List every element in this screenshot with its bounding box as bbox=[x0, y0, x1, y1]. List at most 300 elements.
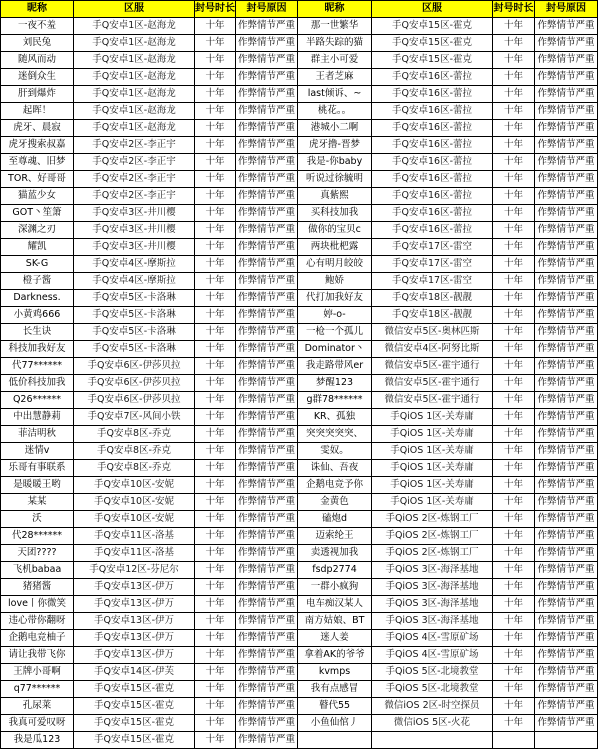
server-cell: 手Q安卓10区-安妮 bbox=[74, 494, 195, 511]
nickname-cell: 两块枇杷露 bbox=[298, 239, 372, 256]
server-cell: 手Q安卓6区-伊莎贝拉 bbox=[74, 392, 195, 409]
server-cell: 微信安卓5区-霍宇通行 bbox=[372, 375, 493, 392]
ban-duration-cell: 十年 bbox=[493, 222, 535, 239]
nickname-cell: 听说过徐毓明 bbox=[298, 171, 372, 188]
ban-reason-cell: 作弊情节严重 bbox=[535, 613, 598, 630]
ban-duration-cell: 十年 bbox=[195, 426, 236, 443]
ban-reason-cell: 作弊情节严重 bbox=[236, 205, 298, 222]
ban-reason-cell: 作弊情节严重 bbox=[236, 375, 298, 392]
ban-reason-cell: 作弊情节严重 bbox=[236, 358, 298, 375]
nickname-cell: 中出慧静莉 bbox=[1, 409, 74, 426]
ban-duration-cell: 十年 bbox=[195, 273, 236, 290]
server-cell: 手Q安卓13区-伊万 bbox=[74, 613, 195, 630]
ban-duration-cell: 十年 bbox=[493, 290, 535, 307]
nickname-cell: 刘民兔 bbox=[1, 35, 74, 52]
nickname-cell: 代77****** bbox=[1, 358, 74, 375]
table-row bbox=[1, 511, 598, 528]
table-row bbox=[1, 69, 598, 86]
server-cell: 手Q安卓16区-蕾拉 bbox=[372, 154, 493, 171]
ban-duration-cell: 十年 bbox=[195, 562, 236, 579]
nickname-cell: 瞽代55 bbox=[298, 698, 372, 715]
server-cell: 手QiOS 1区-关寿庸 bbox=[372, 443, 493, 460]
ban-duration-cell: 十年 bbox=[195, 630, 236, 647]
nickname-cell: 随风而动 bbox=[1, 52, 74, 69]
ban-duration-cell: 十年 bbox=[493, 171, 535, 188]
ban-reason-cell: 作弊情节严重 bbox=[535, 579, 598, 596]
nickname-cell: 梦醒123 bbox=[298, 375, 372, 392]
ban-duration-cell: 十年 bbox=[195, 460, 236, 477]
ban-reason-cell: 作弊情节严重 bbox=[535, 188, 598, 205]
table-row bbox=[1, 681, 598, 698]
server-cell: 手Q安卓15区-霍克 bbox=[74, 698, 195, 715]
ban-reason-cell: 作弊情节严重 bbox=[535, 273, 598, 290]
ban-reason-cell: 作弊情节严重 bbox=[236, 103, 298, 120]
nickname-cell: 王牌小哥啊 bbox=[1, 664, 74, 681]
server-cell: 手Q安卓5区-卡洛琳 bbox=[74, 290, 195, 307]
ban-reason-cell: 作弊情节严重 bbox=[535, 375, 598, 392]
ban-reason-cell: 作弊情节严重 bbox=[236, 494, 298, 511]
ban-duration-cell: 十年 bbox=[493, 443, 535, 460]
server-cell: 手Q安卓1区-赵海龙 bbox=[74, 18, 195, 35]
ban-duration-cell: 十年 bbox=[195, 443, 236, 460]
table-row bbox=[1, 732, 598, 749]
ban-reason-cell: 作弊情节严重 bbox=[535, 664, 598, 681]
nickname-cell: 深渊之刃 bbox=[1, 222, 74, 239]
table-row bbox=[1, 443, 598, 460]
ban-reason-cell: 作弊情节严重 bbox=[535, 426, 598, 443]
ban-reason-cell: 作弊情节严重 bbox=[236, 732, 298, 749]
table-row bbox=[1, 715, 598, 732]
nickname-cell: 一群小疯狗 bbox=[298, 579, 372, 596]
ban-reason-cell: 作弊情节严重 bbox=[535, 120, 598, 137]
server-cell: 手Q安卓3区-井川樱 bbox=[74, 239, 195, 256]
nickname-cell: 科技加我好友 bbox=[1, 341, 74, 358]
server-cell: 手Q安卓11区-洛基 bbox=[74, 545, 195, 562]
ban-reason-cell: 作弊情节严重 bbox=[236, 188, 298, 205]
nickname-cell: 磕炮d bbox=[298, 511, 372, 528]
table-row bbox=[1, 86, 598, 103]
ban-reason-cell: 作弊情节严重 bbox=[236, 307, 298, 324]
server-cell: 手Q安卓6区-伊莎贝拉 bbox=[74, 358, 195, 375]
ban-reason-cell: 作弊情节严重 bbox=[535, 52, 598, 69]
server-cell: 手Q安卓14区-伊芙 bbox=[74, 664, 195, 681]
table-row bbox=[1, 545, 598, 562]
ban-reason-cell bbox=[535, 732, 598, 749]
server-cell: 手Q安卓7区-风间小铁 bbox=[74, 409, 195, 426]
nickname-cell: 迷人姜 bbox=[298, 630, 372, 647]
ban-reason-cell: 作弊情节严重 bbox=[236, 273, 298, 290]
nickname-cell: 天团???? bbox=[1, 545, 74, 562]
header-nickname: 昵称 bbox=[1, 1, 74, 18]
server-cell: 手QiOS 1区-关寿庸 bbox=[372, 426, 493, 443]
nickname-cell: 突突突突突、 bbox=[298, 426, 372, 443]
server-cell: 手Q安卓17区-雷空 bbox=[372, 239, 493, 256]
nickname-cell: 雯奴。 bbox=[298, 443, 372, 460]
table-row bbox=[1, 205, 598, 222]
server-cell: 手Q安卓1区-赵海龙 bbox=[74, 69, 195, 86]
nickname-cell: 买科技加我 bbox=[298, 205, 372, 222]
table-row bbox=[1, 562, 598, 579]
ban-reason-cell: 作弊情节严重 bbox=[236, 511, 298, 528]
server-cell: 手Q安卓10区-安妮 bbox=[74, 511, 195, 528]
ban-duration-cell: 十年 bbox=[195, 256, 236, 273]
table-row bbox=[1, 18, 598, 35]
ban-reason-cell: 作弊情节严重 bbox=[236, 137, 298, 154]
nickname-cell: KR、孤独 bbox=[298, 409, 372, 426]
ban-duration-cell: 十年 bbox=[195, 103, 236, 120]
nickname-cell: 迈索纶王 bbox=[298, 528, 372, 545]
ban-duration-cell: 十年 bbox=[195, 494, 236, 511]
ban-reason-cell: 作弊情节严重 bbox=[236, 613, 298, 630]
server-cell: 手Q安卓2区-李正宇 bbox=[74, 154, 195, 171]
nickname-cell: 拿着AK的爷爷 bbox=[298, 647, 372, 664]
ban-duration-cell: 十年 bbox=[493, 273, 535, 290]
nickname-cell: 群主小可爱 bbox=[298, 52, 372, 69]
server-cell: 手Q安卓13区-伊万 bbox=[74, 579, 195, 596]
server-cell: 手QiOS 4区-雪原矿场 bbox=[372, 630, 493, 647]
ban-duration-cell: 十年 bbox=[493, 494, 535, 511]
server-cell: 微信iOS 5区-火花 bbox=[372, 715, 493, 732]
table-row bbox=[1, 426, 598, 443]
server-cell: 手Q安卓16区-蕾拉 bbox=[372, 120, 493, 137]
ban-reason-cell: 作弊情节严重 bbox=[236, 341, 298, 358]
table-row bbox=[1, 171, 598, 188]
ban-duration-cell bbox=[493, 732, 535, 749]
ban-reason-cell: 作弊情节严重 bbox=[236, 647, 298, 664]
ban-reason-cell: 作弊情节严重 bbox=[535, 307, 598, 324]
ban-reason-cell: 作弊情节严重 bbox=[535, 647, 598, 664]
ban-duration-cell: 十年 bbox=[195, 341, 236, 358]
nickname-cell: 至尊魂、旧梦 bbox=[1, 154, 74, 171]
server-cell: 手Q安卓1区-赵海龙 bbox=[74, 52, 195, 69]
table-row bbox=[1, 307, 598, 324]
ban-reason-cell: 作弊情节严重 bbox=[236, 86, 298, 103]
nickname-cell: 我走路带风er bbox=[298, 358, 372, 375]
server-cell: 微信安卓4区-阿努比斯 bbox=[372, 341, 493, 358]
nickname-cell: 那一世繁华 bbox=[298, 18, 372, 35]
ban-duration-cell: 十年 bbox=[493, 324, 535, 341]
ban-reason-cell: 作弊情节严重 bbox=[236, 52, 298, 69]
ban-reason-cell: 作弊情节严重 bbox=[535, 239, 598, 256]
table-row bbox=[1, 613, 598, 630]
ban-duration-cell: 十年 bbox=[493, 426, 535, 443]
ban-duration-cell: 十年 bbox=[195, 86, 236, 103]
table-row bbox=[1, 154, 598, 171]
ban-reason-cell: 作弊情节严重 bbox=[236, 239, 298, 256]
nickname-cell: 小鱼仙倌丿 bbox=[298, 715, 372, 732]
server-cell: 手Q安卓5区-卡洛琳 bbox=[74, 341, 195, 358]
server-cell: 手QiOS 2区-炼钢工厂 bbox=[372, 545, 493, 562]
nickname-cell: 耀凯 bbox=[1, 239, 74, 256]
server-cell: 手Q安卓2区-李正宇 bbox=[74, 171, 195, 188]
server-cell: 手Q安卓16区-蕾拉 bbox=[372, 222, 493, 239]
server-cell: 手QiOS 5区-北境教堂 bbox=[372, 664, 493, 681]
nickname-cell bbox=[298, 732, 372, 749]
nickname-cell: 婷-o- bbox=[298, 307, 372, 324]
ban-reason-cell: 作弊情节严重 bbox=[236, 460, 298, 477]
ban-duration-cell: 十年 bbox=[195, 239, 236, 256]
nickname-cell: GOT丶笙箫 bbox=[1, 205, 74, 222]
table-row bbox=[1, 375, 598, 392]
server-cell bbox=[372, 732, 493, 749]
table-row bbox=[1, 409, 598, 426]
ban-duration-cell: 十年 bbox=[493, 341, 535, 358]
table-row bbox=[1, 630, 598, 647]
ban-duration-cell: 十年 bbox=[195, 307, 236, 324]
server-cell: 手Q安卓13区-伊万 bbox=[74, 630, 195, 647]
ban-duration-cell: 十年 bbox=[195, 69, 236, 86]
ban-duration-cell: 十年 bbox=[493, 613, 535, 630]
server-cell: 手QiOS 2区-炼钢工厂 bbox=[372, 528, 493, 545]
server-cell: 手QiOS 3区-海泽基地 bbox=[372, 596, 493, 613]
ban-reason-cell: 作弊情节严重 bbox=[535, 69, 598, 86]
nickname-cell: 猫蓝少女 bbox=[1, 188, 74, 205]
ban-reason-cell: 作弊情节严重 bbox=[236, 69, 298, 86]
header-server: 区服 bbox=[372, 1, 493, 18]
ban-duration-cell: 十年 bbox=[195, 324, 236, 341]
server-cell: 手Q安卓18区-靓靓 bbox=[372, 290, 493, 307]
table-row bbox=[1, 528, 598, 545]
server-cell: 手Q安卓12区-芬尼尔 bbox=[74, 562, 195, 579]
nickname-cell: 请让我带飞你 bbox=[1, 647, 74, 664]
table-row bbox=[1, 477, 598, 494]
table-row bbox=[1, 35, 598, 52]
nickname-cell: SK-G bbox=[1, 256, 74, 273]
ban-duration-cell: 十年 bbox=[195, 664, 236, 681]
ban-reason-cell: 作弊情节严重 bbox=[535, 681, 598, 698]
server-cell: 手QiOS 3区-海泽基地 bbox=[372, 613, 493, 630]
ban-reason-cell: 作弊情节严重 bbox=[535, 596, 598, 613]
ban-reason-cell: 作弊情节严重 bbox=[236, 715, 298, 732]
server-cell: 手Q安卓3区-井川樱 bbox=[74, 222, 195, 239]
nickname-cell: 飞机babaa bbox=[1, 562, 74, 579]
table-row bbox=[1, 664, 598, 681]
server-cell: 手Q安卓15区-霍克 bbox=[74, 732, 195, 749]
ban-duration-cell: 十年 bbox=[195, 137, 236, 154]
ban-duration-cell: 十年 bbox=[493, 681, 535, 698]
server-cell: 手Q安卓1区-赵海龙 bbox=[74, 103, 195, 120]
nickname-cell: 一枪一个孤儿 bbox=[298, 324, 372, 341]
server-cell: 手Q安卓15区-霍克 bbox=[74, 715, 195, 732]
nickname-cell: 猪猪酱 bbox=[1, 579, 74, 596]
server-cell: 手Q安卓16区-蕾拉 bbox=[372, 205, 493, 222]
ban-duration-cell: 十年 bbox=[493, 137, 535, 154]
server-cell: 手Q安卓2区-李正宇 bbox=[74, 188, 195, 205]
ban-reason-cell: 作弊情节严重 bbox=[535, 545, 598, 562]
ban-duration-cell: 十年 bbox=[493, 120, 535, 137]
table-row bbox=[1, 596, 598, 613]
server-cell: 手Q安卓5区-卡洛琳 bbox=[74, 324, 195, 341]
ban-duration-cell: 十年 bbox=[493, 596, 535, 613]
ban-reason-cell: 作弊情节严重 bbox=[535, 460, 598, 477]
table-row bbox=[1, 290, 598, 307]
nickname-cell: 企鹅电竞予你 bbox=[298, 477, 372, 494]
ban-reason-cell: 作弊情节严重 bbox=[236, 443, 298, 460]
server-cell: 手Q安卓16区-蕾拉 bbox=[372, 86, 493, 103]
ban-reason-cell: 作弊情节严重 bbox=[236, 120, 298, 137]
ban-reason-cell: 作弊情节严重 bbox=[535, 358, 598, 375]
ban-reason-cell: 作弊情节严重 bbox=[535, 256, 598, 273]
server-cell: 手Q安卓8区-乔克 bbox=[74, 460, 195, 477]
nickname-cell: 我真可爱叹呀 bbox=[1, 715, 74, 732]
nickname-cell: 电车痴汉某人 bbox=[298, 596, 372, 613]
nickname-cell: 我是瓜123 bbox=[1, 732, 74, 749]
nickname-cell: 虎牙、晨寂 bbox=[1, 120, 74, 137]
header-ban-duration: 封号时长 bbox=[195, 1, 236, 18]
ban-duration-cell: 十年 bbox=[493, 511, 535, 528]
server-cell: 微信iOS 2区-时空探员 bbox=[372, 698, 493, 715]
ban-duration-cell: 十年 bbox=[493, 69, 535, 86]
server-cell: 手Q安卓13区-伊万 bbox=[74, 647, 195, 664]
table-row bbox=[1, 460, 598, 477]
table-row bbox=[1, 256, 598, 273]
ban-duration-cell: 十年 bbox=[195, 409, 236, 426]
nickname-cell: 金黄色 bbox=[298, 494, 372, 511]
server-cell: 手Q安卓8区-乔克 bbox=[74, 443, 195, 460]
ban-reason-cell: 作弊情节严重 bbox=[535, 171, 598, 188]
ban-duration-cell: 十年 bbox=[493, 154, 535, 171]
ban-reason-cell: 作弊情节严重 bbox=[535, 154, 598, 171]
nickname-cell: Darkness. bbox=[1, 290, 74, 307]
ban-reason-cell: 作弊情节严重 bbox=[535, 528, 598, 545]
ban-duration-cell: 十年 bbox=[195, 681, 236, 698]
ban-duration-cell: 十年 bbox=[493, 460, 535, 477]
nickname-cell: last倾诉、~ bbox=[298, 86, 372, 103]
nickname-cell: 诛仙、吾夜 bbox=[298, 460, 372, 477]
server-cell: 手Q安卓1区-赵海龙 bbox=[74, 86, 195, 103]
ban-duration-cell: 十年 bbox=[493, 358, 535, 375]
ban-duration-cell: 十年 bbox=[493, 698, 535, 715]
server-cell: 手Q安卓16区-蕾拉 bbox=[372, 171, 493, 188]
server-cell: 手QiOS 1区-关寿庸 bbox=[372, 409, 493, 426]
ban-duration-cell: 十年 bbox=[195, 222, 236, 239]
table-row bbox=[1, 324, 598, 341]
ban-reason-cell: 作弊情节严重 bbox=[236, 698, 298, 715]
ban-reason-cell: 作弊情节严重 bbox=[535, 494, 598, 511]
table-row bbox=[1, 579, 598, 596]
server-cell: 手Q安卓1区-赵海龙 bbox=[74, 35, 195, 52]
nickname-cell: 迷倒众生 bbox=[1, 69, 74, 86]
nickname-cell: 我有点感冒 bbox=[298, 681, 372, 698]
header-ban-reason: 封号原因 bbox=[236, 1, 298, 18]
ban-duration-cell: 十年 bbox=[195, 375, 236, 392]
server-cell: 手Q安卓3区-井川樱 bbox=[74, 205, 195, 222]
server-cell: 手Q安卓16区-蕾拉 bbox=[372, 188, 493, 205]
ban-duration-cell: 十年 bbox=[195, 528, 236, 545]
ban-duration-cell: 十年 bbox=[493, 86, 535, 103]
server-cell: 手Q安卓4区-摩斯拉 bbox=[74, 256, 195, 273]
nickname-cell: 一夜不羞 bbox=[1, 18, 74, 35]
ban-duration-cell: 十年 bbox=[195, 477, 236, 494]
ban-duration-cell: 十年 bbox=[493, 545, 535, 562]
server-cell: 手QiOS 5区-北境教堂 bbox=[372, 681, 493, 698]
table-row bbox=[1, 103, 598, 120]
server-cell: 手Q安卓2区-李正宇 bbox=[74, 137, 195, 154]
ban-duration-cell: 十年 bbox=[493, 630, 535, 647]
ban-duration-cell: 十年 bbox=[195, 596, 236, 613]
table-row bbox=[1, 137, 598, 154]
ban-reason-cell: 作弊情节严重 bbox=[535, 409, 598, 426]
server-cell: 手Q安卓4区-摩斯拉 bbox=[74, 273, 195, 290]
ban-duration-cell: 十年 bbox=[493, 18, 535, 35]
server-cell: 手QiOS 1区-关寿庸 bbox=[372, 494, 493, 511]
ban-reason-cell: 作弊情节严重 bbox=[535, 477, 598, 494]
nickname-cell: 迷情v bbox=[1, 443, 74, 460]
ban-duration-cell: 十年 bbox=[493, 409, 535, 426]
ban-duration-cell: 十年 bbox=[493, 188, 535, 205]
ban-reason-cell: 作弊情节严重 bbox=[236, 528, 298, 545]
table-row bbox=[1, 273, 598, 290]
nickname-cell: 桃花。。 bbox=[298, 103, 372, 120]
table-row bbox=[1, 120, 598, 137]
ban-reason-cell: 作弊情节严重 bbox=[535, 698, 598, 715]
nickname-cell: 港城小二啊 bbox=[298, 120, 372, 137]
ban-reason-cell: 作弊情节严重 bbox=[236, 154, 298, 171]
ban-duration-cell: 十年 bbox=[493, 205, 535, 222]
ban-duration-cell: 十年 bbox=[195, 545, 236, 562]
nickname-cell: 小黄鸡666 bbox=[1, 307, 74, 324]
table-row bbox=[1, 358, 598, 375]
ban-duration-cell: 十年 bbox=[195, 511, 236, 528]
ban-reason-cell: 作弊情节严重 bbox=[236, 171, 298, 188]
ban-duration-cell: 十年 bbox=[493, 528, 535, 545]
ban-duration-cell: 十年 bbox=[195, 613, 236, 630]
ban-duration-cell: 十年 bbox=[195, 35, 236, 52]
ban-duration-cell: 十年 bbox=[195, 205, 236, 222]
server-cell: 手Q安卓15区-霍克 bbox=[372, 52, 493, 69]
table-row bbox=[1, 188, 598, 205]
server-cell: 手Q安卓11区-洛基 bbox=[74, 528, 195, 545]
server-cell: 手Q安卓5区-卡洛琳 bbox=[74, 307, 195, 324]
ban-duration-cell: 十年 bbox=[493, 647, 535, 664]
table-row bbox=[1, 392, 598, 409]
ban-reason-cell: 作弊情节严重 bbox=[236, 35, 298, 52]
nickname-cell: 虎牙撸-晋梦 bbox=[298, 137, 372, 154]
ban-duration-cell: 十年 bbox=[195, 647, 236, 664]
nickname-cell: 起晖！ bbox=[1, 103, 74, 120]
server-cell: 手QiOS 4区-雪原矿场 bbox=[372, 647, 493, 664]
ban-duration-cell: 十年 bbox=[195, 154, 236, 171]
ban-reason-cell: 作弊情节严重 bbox=[535, 222, 598, 239]
ban-duration-cell: 十年 bbox=[493, 52, 535, 69]
ban-reason-cell: 作弊情节严重 bbox=[236, 18, 298, 35]
nickname-cell: 沃 bbox=[1, 511, 74, 528]
nickname-cell: 孔尿莱 bbox=[1, 698, 74, 715]
ban-reason-cell: 作弊情节严重 bbox=[236, 324, 298, 341]
ban-duration-cell: 十年 bbox=[195, 18, 236, 35]
table-row bbox=[1, 52, 598, 69]
nickname-cell: 菲洁明秋 bbox=[1, 426, 74, 443]
nickname-cell: 代打加我好友 bbox=[298, 290, 372, 307]
server-cell: 手QiOS 1区-关寿庸 bbox=[372, 477, 493, 494]
server-cell: 手Q安卓15区-霍克 bbox=[74, 681, 195, 698]
ban-duration-cell: 十年 bbox=[493, 715, 535, 732]
ban-reason-cell: 作弊情节严重 bbox=[535, 630, 598, 647]
ban-duration-cell: 十年 bbox=[493, 562, 535, 579]
nickname-cell: 鲍娇 bbox=[298, 273, 372, 290]
server-cell: 手Q安卓17区-雷空 bbox=[372, 256, 493, 273]
nickname-cell: 王者芝麻 bbox=[298, 69, 372, 86]
table-row bbox=[1, 494, 598, 511]
header-nickname: 昵称 bbox=[298, 1, 372, 18]
nickname-cell: 乐哥有事联系 bbox=[1, 460, 74, 477]
ban-reason-cell: 作弊情节严重 bbox=[535, 562, 598, 579]
ban-duration-cell: 十年 bbox=[493, 256, 535, 273]
ban-reason-cell: 作弊情节严重 bbox=[535, 715, 598, 732]
header-ban-duration: 封号时长 bbox=[493, 1, 535, 18]
nickname-cell: 某某 bbox=[1, 494, 74, 511]
header-row bbox=[1, 1, 598, 18]
